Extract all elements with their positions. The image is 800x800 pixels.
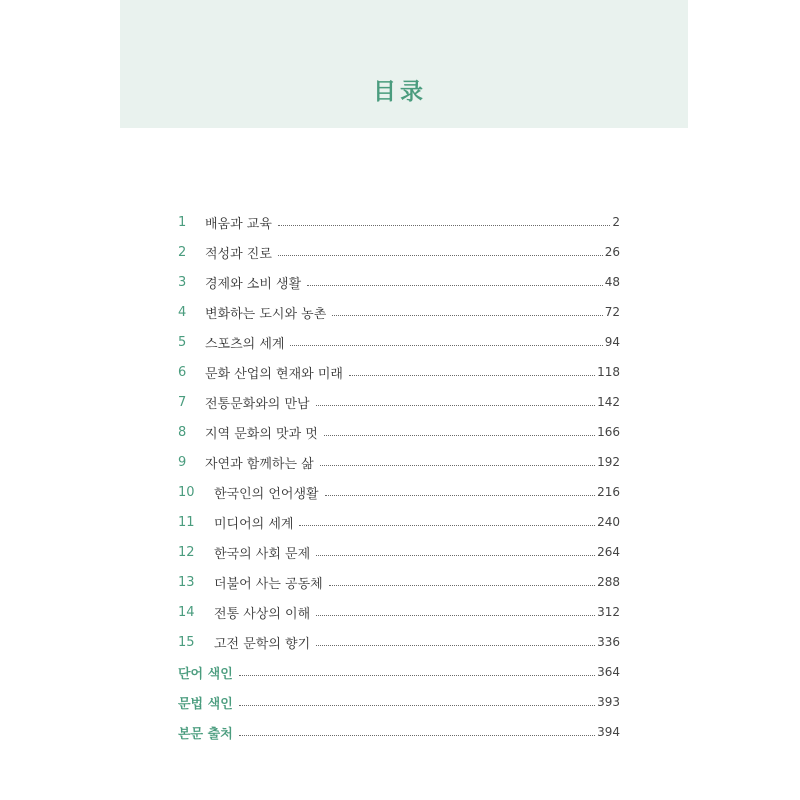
- toc-dot-leader: [316, 635, 595, 646]
- toc-chapter-title: 본문 출처: [178, 726, 233, 742]
- toc-dot-leader: [320, 455, 595, 466]
- toc-chapter-title: 한국의 사회 문제: [214, 546, 311, 562]
- toc-row[interactable]: [178, 207, 620, 237]
- toc-chapter-number: 8: [178, 424, 187, 440]
- toc-dot-leader: [307, 275, 603, 286]
- toc-row[interactable]: [178, 537, 620, 567]
- toc-row[interactable]: [178, 387, 620, 417]
- toc-page-number: 336: [597, 635, 620, 649]
- toc-dot-leader: [239, 695, 595, 706]
- toc-dot-leader: [299, 515, 595, 526]
- toc-page-number: 94: [604, 335, 620, 349]
- toc-chapter-title: 문법 색인: [178, 696, 233, 712]
- toc-dot-leader: [290, 335, 602, 346]
- toc-chapter-number: 9: [178, 454, 187, 470]
- toc-chapter-number: 13: [178, 574, 195, 590]
- toc-row[interactable]: [178, 627, 620, 657]
- toc-row[interactable]: [178, 477, 620, 507]
- toc-page-number: 364: [597, 665, 620, 679]
- toc-chapter-title: 미디어의 세계: [214, 516, 294, 532]
- toc-chapter-number: 6: [178, 364, 187, 380]
- toc-dot-leader: [332, 305, 602, 316]
- toc-chapter-title: 한국인의 언어생활: [214, 486, 319, 502]
- toc-chapter-title: 변화하는 도시와 농촌: [205, 306, 327, 322]
- toc-page-number: 312: [597, 605, 620, 619]
- toc-page-number: 192: [597, 455, 620, 469]
- toc-chapter-title: 적성과 진로: [205, 246, 272, 262]
- toc-chapter-title: 지역 문화의 맛과 멋: [205, 426, 318, 442]
- toc-row[interactable]: [178, 567, 620, 597]
- toc-chapter-number: 1: [178, 214, 187, 230]
- toc-chapter-title: 단어 색인: [178, 666, 233, 682]
- toc-chapter-number: 11: [178, 514, 195, 530]
- toc-dot-leader: [278, 215, 610, 226]
- toc-chapter-number: 2: [178, 244, 187, 260]
- toc-row[interactable]: [178, 357, 620, 387]
- toc-dot-leader: [239, 665, 595, 676]
- toc-page-number: 72: [604, 305, 620, 319]
- toc-chapter-number: 10: [178, 484, 195, 500]
- toc-chapter-number: 14: [178, 604, 195, 620]
- toc-chapter-title: 배움과 교육: [205, 216, 272, 232]
- toc-row[interactable]: [178, 327, 620, 357]
- toc-appendix-row[interactable]: [178, 657, 620, 687]
- toc-page-number: 264: [597, 545, 620, 559]
- toc-dot-leader: [316, 395, 595, 406]
- toc-page-number: 240: [597, 515, 620, 529]
- toc-list: [178, 207, 620, 747]
- toc-dot-leader: [325, 485, 595, 496]
- toc-page-number: 166: [597, 425, 620, 439]
- toc-dot-leader: [316, 605, 595, 616]
- toc-chapter-title: 더불어 사는 공동체: [214, 576, 323, 592]
- toc-page-number: 394: [597, 725, 620, 739]
- toc-chapter-title: 문화 산업의 현재와 미래: [205, 366, 343, 382]
- toc-dot-leader: [239, 725, 595, 736]
- toc-row[interactable]: [178, 597, 620, 627]
- toc-page-number: 216: [597, 485, 620, 499]
- toc-chapter-title: 자연과 함께하는 삶: [205, 456, 314, 472]
- toc-page-number: 118: [597, 365, 620, 379]
- header-band: [120, 0, 688, 128]
- toc-chapter-title: 경제와 소비 생활: [205, 276, 302, 292]
- toc-dot-leader: [278, 245, 603, 256]
- toc-chapter-number: 12: [178, 544, 195, 560]
- toc-page-number: 26: [604, 245, 620, 259]
- toc-row[interactable]: [178, 417, 620, 447]
- toc-dot-leader: [329, 575, 595, 586]
- toc-dot-leader: [316, 545, 595, 556]
- toc-row[interactable]: [178, 297, 620, 327]
- toc-dot-leader: [349, 365, 595, 376]
- toc-appendix-row[interactable]: [178, 687, 620, 717]
- toc-chapter-number: 4: [178, 304, 187, 320]
- toc-appendix-row[interactable]: [178, 717, 620, 747]
- toc-row[interactable]: [178, 237, 620, 267]
- toc-page-number: 2: [612, 215, 620, 229]
- toc-page-number: 142: [597, 395, 620, 409]
- toc-chapter-number: 7: [178, 394, 187, 410]
- toc-page-number: 393: [597, 695, 620, 709]
- toc-row[interactable]: [178, 507, 620, 537]
- toc-chapter-number: 5: [178, 334, 187, 350]
- toc-chapter-title: 스포츠의 세계: [205, 336, 285, 352]
- toc-chapter-title: 전통문화와의 만남: [205, 396, 310, 412]
- toc-chapter-title: 전통 사상의 이해: [214, 606, 311, 622]
- toc-chapter-title: 고전 문학의 향기: [214, 636, 311, 652]
- toc-chapter-number: 15: [178, 634, 195, 650]
- toc-page-number: 48: [604, 275, 620, 289]
- page-title: 目录: [373, 79, 427, 105]
- toc-row[interactable]: [178, 447, 620, 477]
- toc-page-number: 288: [597, 575, 620, 589]
- toc-row[interactable]: [178, 267, 620, 297]
- toc-chapter-number: 3: [178, 274, 187, 290]
- toc-dot-leader: [324, 425, 595, 436]
